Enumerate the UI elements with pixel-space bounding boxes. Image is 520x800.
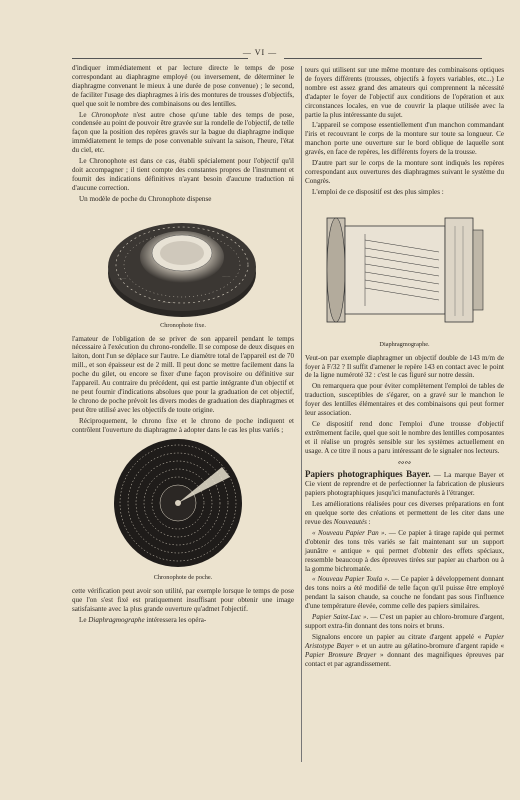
header-rule-right [284, 58, 482, 59]
text: Le [79, 616, 89, 625]
separator: ∾∾ [397, 457, 412, 467]
left-paragraph: d'indiquer immédiatement et par lecture directe le temps de pose correspondant au diaphragme employé (ou inversement, de déterminer le diaphragme convenant le mieux à une durée de pose convenue) ; le second, de faciliter l'usage des diaphragmes à iris des montures de trousses d'objectifs, quel que soit le nombre des combinaisons ou des lentilles. [72, 64, 295, 108]
svg-text:..........: .......... [222, 273, 231, 278]
left-paragraph [72, 616, 294, 625]
right-column [305, 66, 504, 671]
right-paragraph [305, 500, 504, 527]
right-paragraph: teurs qui utilisent sur une même monture des combinaisons optiques de foyers différents (trousses, objectifs à foyers variables, etc...) Le nombre est assez grand des amateurs qui comprennent la nécessité d'adapter le foyer de l'objectif aux conditions de l'opération et aux circonstances locales, en vue de couvrir la plaque utilisée avec la partie la plus intéressante du sujet. [305, 66, 504, 119]
left-paragraph [72, 111, 294, 156]
term: « Nouveau Papier Toula ». [312, 575, 390, 584]
chronophote-fixe-figure [72, 207, 294, 319]
text: Le [79, 110, 92, 119]
chronophote-fixe-illustration [72, 207, 294, 319]
right-paragraph: L'appareil se compose essentiellement d'un manchon commandant l'iris et recouvrant le corps de la monture sur toute sa longueur. Ce manchon porte une ouverture sur le bord oblique de laquelle sont gravés, en face de repères, les différents foyers de la trousse. [305, 121, 504, 157]
right-paragraph: D'autre part sur le corps de la monture sont indiqués les repères correspondant aux ouvertures des diaphragmes suivant le système du Congrès. [305, 159, 504, 185]
left-paragraph: Le Chronophote est dans ce cas, établi spécialement pour l'objectif qu'il doit accompagner ; il tient compte des constantes propres de l'instrument et fournit des indications définitives n'ayant besoin d'aucune traduction ni d'aucune correction. [72, 157, 294, 192]
term: Papier Aristotype Bayer [305, 632, 504, 650]
text: — Ce papier à développement donnant des tons noirs a été modifié de telle façon qu'il puisse être employé pendant la saison chaude, sa couche ne fondant pas sous l'influence d'une température élevée, comme celle des papiers similaires. [305, 575, 504, 611]
right-paragraph [305, 470, 504, 498]
term: Papier Bromure Brayer [305, 650, 377, 659]
text: » donnant des magnifiques épreuves par contact et par agrandissement. [305, 650, 504, 668]
page-number: — VI — [242, 48, 278, 57]
diaphragmographe-figure [305, 200, 504, 338]
term: Papier Saint-Luc ». [312, 613, 369, 622]
right-paragraph: Veut-on par exemple diaphragmer un objectif double de 143 m/m de foyer à F/32 ? Il suffit d'amener le repère 143 en contact avec le point de la ligne numéroté 32 : c'est le cas figuré sur notre dessin. [305, 353, 504, 380]
right-paragraph: On remarquera que pour éviter complètement l'emploi de tables de traduction, susceptibles de s'égarer, on a gravé sur le manchon le foyer des lentilles élémentaires et des combinaisons qui peut former leur association. [305, 382, 504, 418]
text: » et un autre au gélatino-bromure d'argent rapide « [353, 641, 505, 650]
left-paragraph: cette vérification peut avoir son utilité, par exemple lorsque le temps de pose que l'on s'est fixé est pratiquement insuffisant pour obtenir une image satisfaisante avec la plus grande ouverture qu'admet l'objectif. [72, 587, 294, 614]
figure-caption: Chronophote fixe. [160, 321, 206, 329]
chronophote-poche-figure [72, 437, 294, 571]
text: — La marque Bayer et Cie vient de reprendre et de perfectionner la fabrication de plusieurs papiers photographiques jusqu'ici manufacturés à l'étranger. [305, 471, 504, 498]
text: n'est autre chose qu'une table des temps de pose, condensée au point de pouvoir être gravée sur la rondelle de l'objectif, de telle façon que la position des repères gravés sur la bague du diaphragme indique immédiatement le temps de pose convenable suivant la saison, l'heure, l'état du ciel, etc. [72, 110, 294, 155]
figure-caption: Chronophote de poche. [153, 574, 213, 582]
right-paragraph: L'emploi de ce dispositif est des plus simples : [312, 187, 444, 196]
right-paragraph [305, 529, 504, 574]
text: — C'est un papier au chloro-bromure d'argent, support extra-fin donnant des tons noirs et bruns. [305, 613, 504, 630]
right-paragraph [305, 633, 504, 669]
left-paragraph: l'amateur de l'obligation de se priver de son appareil pendant le temps nécessaire à l'exécution du chrono-rondelle. Il se compose de deux disques en laiton, dont l'un se déplace sur l'autre. Le diamètre total de l'appareil est de 70 mill., et son épaisseur est de 2 mill. Il peut donc se mettre facilement dans la poche du gilet, ou encore se fixer d'une façon provisoire ou définitive sur l'appareil. Au contraire du précédent, qui est partie intégrante d'un objectif et ne peut fournir d'indications absolues que pour la graduation de cet objectif, le chrono de poche prévoit les divers modes de graduation des diaphragmes et peut être utilisé avec les objectifs de toute origine. [72, 334, 294, 414]
right-paragraph [305, 575, 504, 611]
term: Diaphragmographe [88, 616, 145, 625]
text: : [366, 518, 371, 526]
chronophote-poche-illustration [72, 437, 294, 571]
text: Les améliorations réalisées pour ces diverses préparations en font en quelque sorte des créations et permettent de les citer dans une revue des [305, 500, 504, 526]
text: — Ce papier à tirage rapide qui permet d'obtenir des tons très variés se fait maintenant sur un support jaunâtre « antique » qui permet d'obtenir des effets spéciaux, ressemble beaucoup à des épreuves tirées sur papier au charbon ou à la gomme bichromatée. [305, 528, 504, 573]
left-paragraph: Réciproquement, le chrono fixe et le chrono de poche indiquent et contrôlent l'ouverture du diaphragme à adopter dans le cas les plus variés ; [72, 416, 294, 434]
header-rule-left [72, 58, 248, 59]
right-paragraph: Ce dispositif rend donc l'emploi d'une trousse d'objectif extrêmement facile, quel que soit le nombre des lentilles composantes et il réalise un progrès sensible sur les systèmes actuellement en usage. A ce titre il nous a paru intéressant de le signaler nos lecteurs. [305, 419, 504, 455]
right-paragraph [305, 613, 504, 631]
diaphragmographe-illustration [305, 200, 504, 338]
section-title: Papiers photographiques Bayer. [305, 469, 431, 480]
svg-text:..........: .......... [118, 275, 127, 280]
text: Signalons encore un papier au citrate d'argent appelé « [312, 632, 485, 641]
text: intéressera les opéra- [144, 616, 207, 625]
term: Nouveautés [333, 518, 367, 526]
svg-text:..............: .............. [162, 299, 174, 304]
figure-caption: Diaphragmographe. [379, 340, 430, 348]
term: « Nouveau Papier Pan ». [312, 528, 387, 537]
term: Chronophote [91, 110, 129, 119]
column-divider [301, 66, 302, 762]
left-paragraph: Un modèle de poche du Chronophote dispense [79, 194, 212, 203]
left-column [72, 64, 294, 627]
